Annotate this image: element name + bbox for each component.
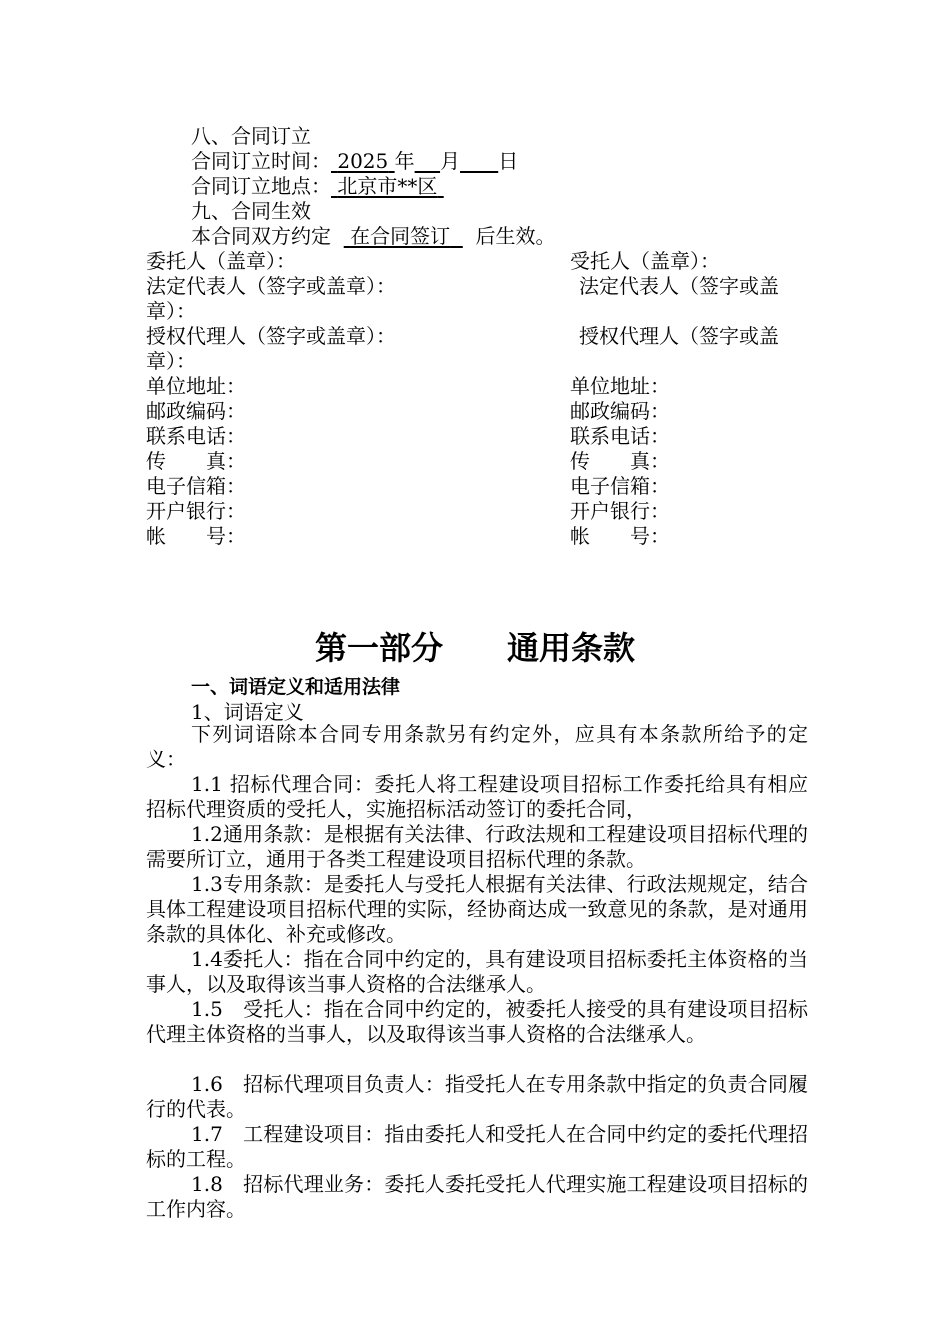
section-9-heading: 九、合同生效 xyxy=(191,199,311,223)
section-8-heading: 八、合同订立 xyxy=(191,124,311,148)
effective-text-after: 后生效。 xyxy=(475,224,556,248)
agent-email-label: 电子信箱： xyxy=(570,474,670,498)
client-address-label: 单位地址： xyxy=(146,374,246,398)
agent-seal-label: 受托人（盖章）： xyxy=(570,249,720,273)
client-account-label: 帐 号： xyxy=(146,524,246,548)
definitions-intro: 下列词语除本合同专用条款另有约定外，应具有本条款所给予的定义： xyxy=(146,722,808,771)
definition-item: 1.5 受托人：指在合同中约定的，被委托人接受的具有建设项目招标代理主体资格的当事人，以及取得该当事人资格的合法继承人。 xyxy=(146,997,808,1046)
definition-item: 1.2通用条款：是根据有关法律、行政法规和工程建设项目招标代理的需要所订立，通用于各类工程建设项目招标代理的条款。 xyxy=(146,822,808,871)
effective-text-before: 本合同双方约定 xyxy=(191,224,331,248)
client-seal-label: 委托人（盖章）： xyxy=(146,249,296,273)
contract-place-line xyxy=(191,174,444,199)
contract-time-label: 合同订立时间： xyxy=(191,149,331,173)
year-value: 2025 xyxy=(337,149,389,173)
effective-value: 在合同签订 xyxy=(350,224,451,248)
day-label: 日 xyxy=(498,149,519,173)
section-heading: 一、词语定义和适用法律 xyxy=(191,676,401,698)
effective-line xyxy=(191,224,556,249)
definition-item: 1.8 招标代理业务：委托人委托受托人代理实施工程建设项目招标的工作内容。 xyxy=(146,1172,808,1221)
sub-heading: 1、词语定义 xyxy=(191,700,304,724)
definition-item: 1.3专用条款：是委托人与受托人根据有关法律、行政法规规定，结合具体工程建设项目招标代理的实际，经协商达成一致意见的条款，是对通用条款的具体化、补充或修改。 xyxy=(146,872,808,946)
client-email-label: 电子信箱： xyxy=(146,474,246,498)
agent-phone-label: 联系电话： xyxy=(570,424,670,448)
client-fax-label: 传 真： xyxy=(146,449,246,473)
year-label: 年 xyxy=(394,149,415,173)
part-title: 第一部分 通用条款 xyxy=(314,629,635,667)
agent-bank-label: 开户银行： xyxy=(570,499,670,523)
client-bank-label: 开户银行： xyxy=(146,499,246,523)
agent-authorized-label: 授权代理人（签字或盖 xyxy=(579,324,779,348)
client-phone-label: 联系电话： xyxy=(146,424,246,448)
contract-place-value: 北京市**区 xyxy=(337,174,438,198)
contract-time-line xyxy=(191,149,518,174)
client-legal-rep-label: 法定代表人（签字或盖章）： xyxy=(146,274,396,298)
definition-item: 1.1 招标代理合同：委托人将工程建设项目招标工作委托给具有相应招标代理资质的受托人，实施招标活动签订的委托合同， xyxy=(146,772,808,821)
agent-authorized-label-cont: 章）： xyxy=(146,349,196,373)
contract-place-label: 合同订立地点： xyxy=(191,174,331,198)
definition-item: 1.6 招标代理项目负责人：指受托人在专用条款中指定的负责合同履行的代表。 xyxy=(146,1072,808,1121)
agent-address-label: 单位地址： xyxy=(570,374,670,398)
agent-legal-rep-label: 法定代表人（签字或盖 xyxy=(579,274,779,298)
definition-item: 1.7 工程建设项目：指由委托人和受托人在合同中约定的委托代理招标的工程。 xyxy=(146,1122,808,1171)
month-label: 月 xyxy=(440,149,461,173)
definition-item: 1.4委托人：指在合同中约定的，具有建设项目招标委托主体资格的当事人，以及取得该当事人资格的合法继承人。 xyxy=(146,947,808,996)
agent-postcode-label: 邮政编码： xyxy=(570,399,670,423)
client-postcode-label: 邮政编码： xyxy=(146,399,246,423)
agent-account-label: 帐 号： xyxy=(570,524,670,548)
agent-fax-label: 传 真： xyxy=(570,449,670,473)
agent-legal-rep-label-cont: 章）： xyxy=(146,299,196,323)
client-authorized-label: 授权代理人（签字或盖章）： xyxy=(146,324,396,348)
